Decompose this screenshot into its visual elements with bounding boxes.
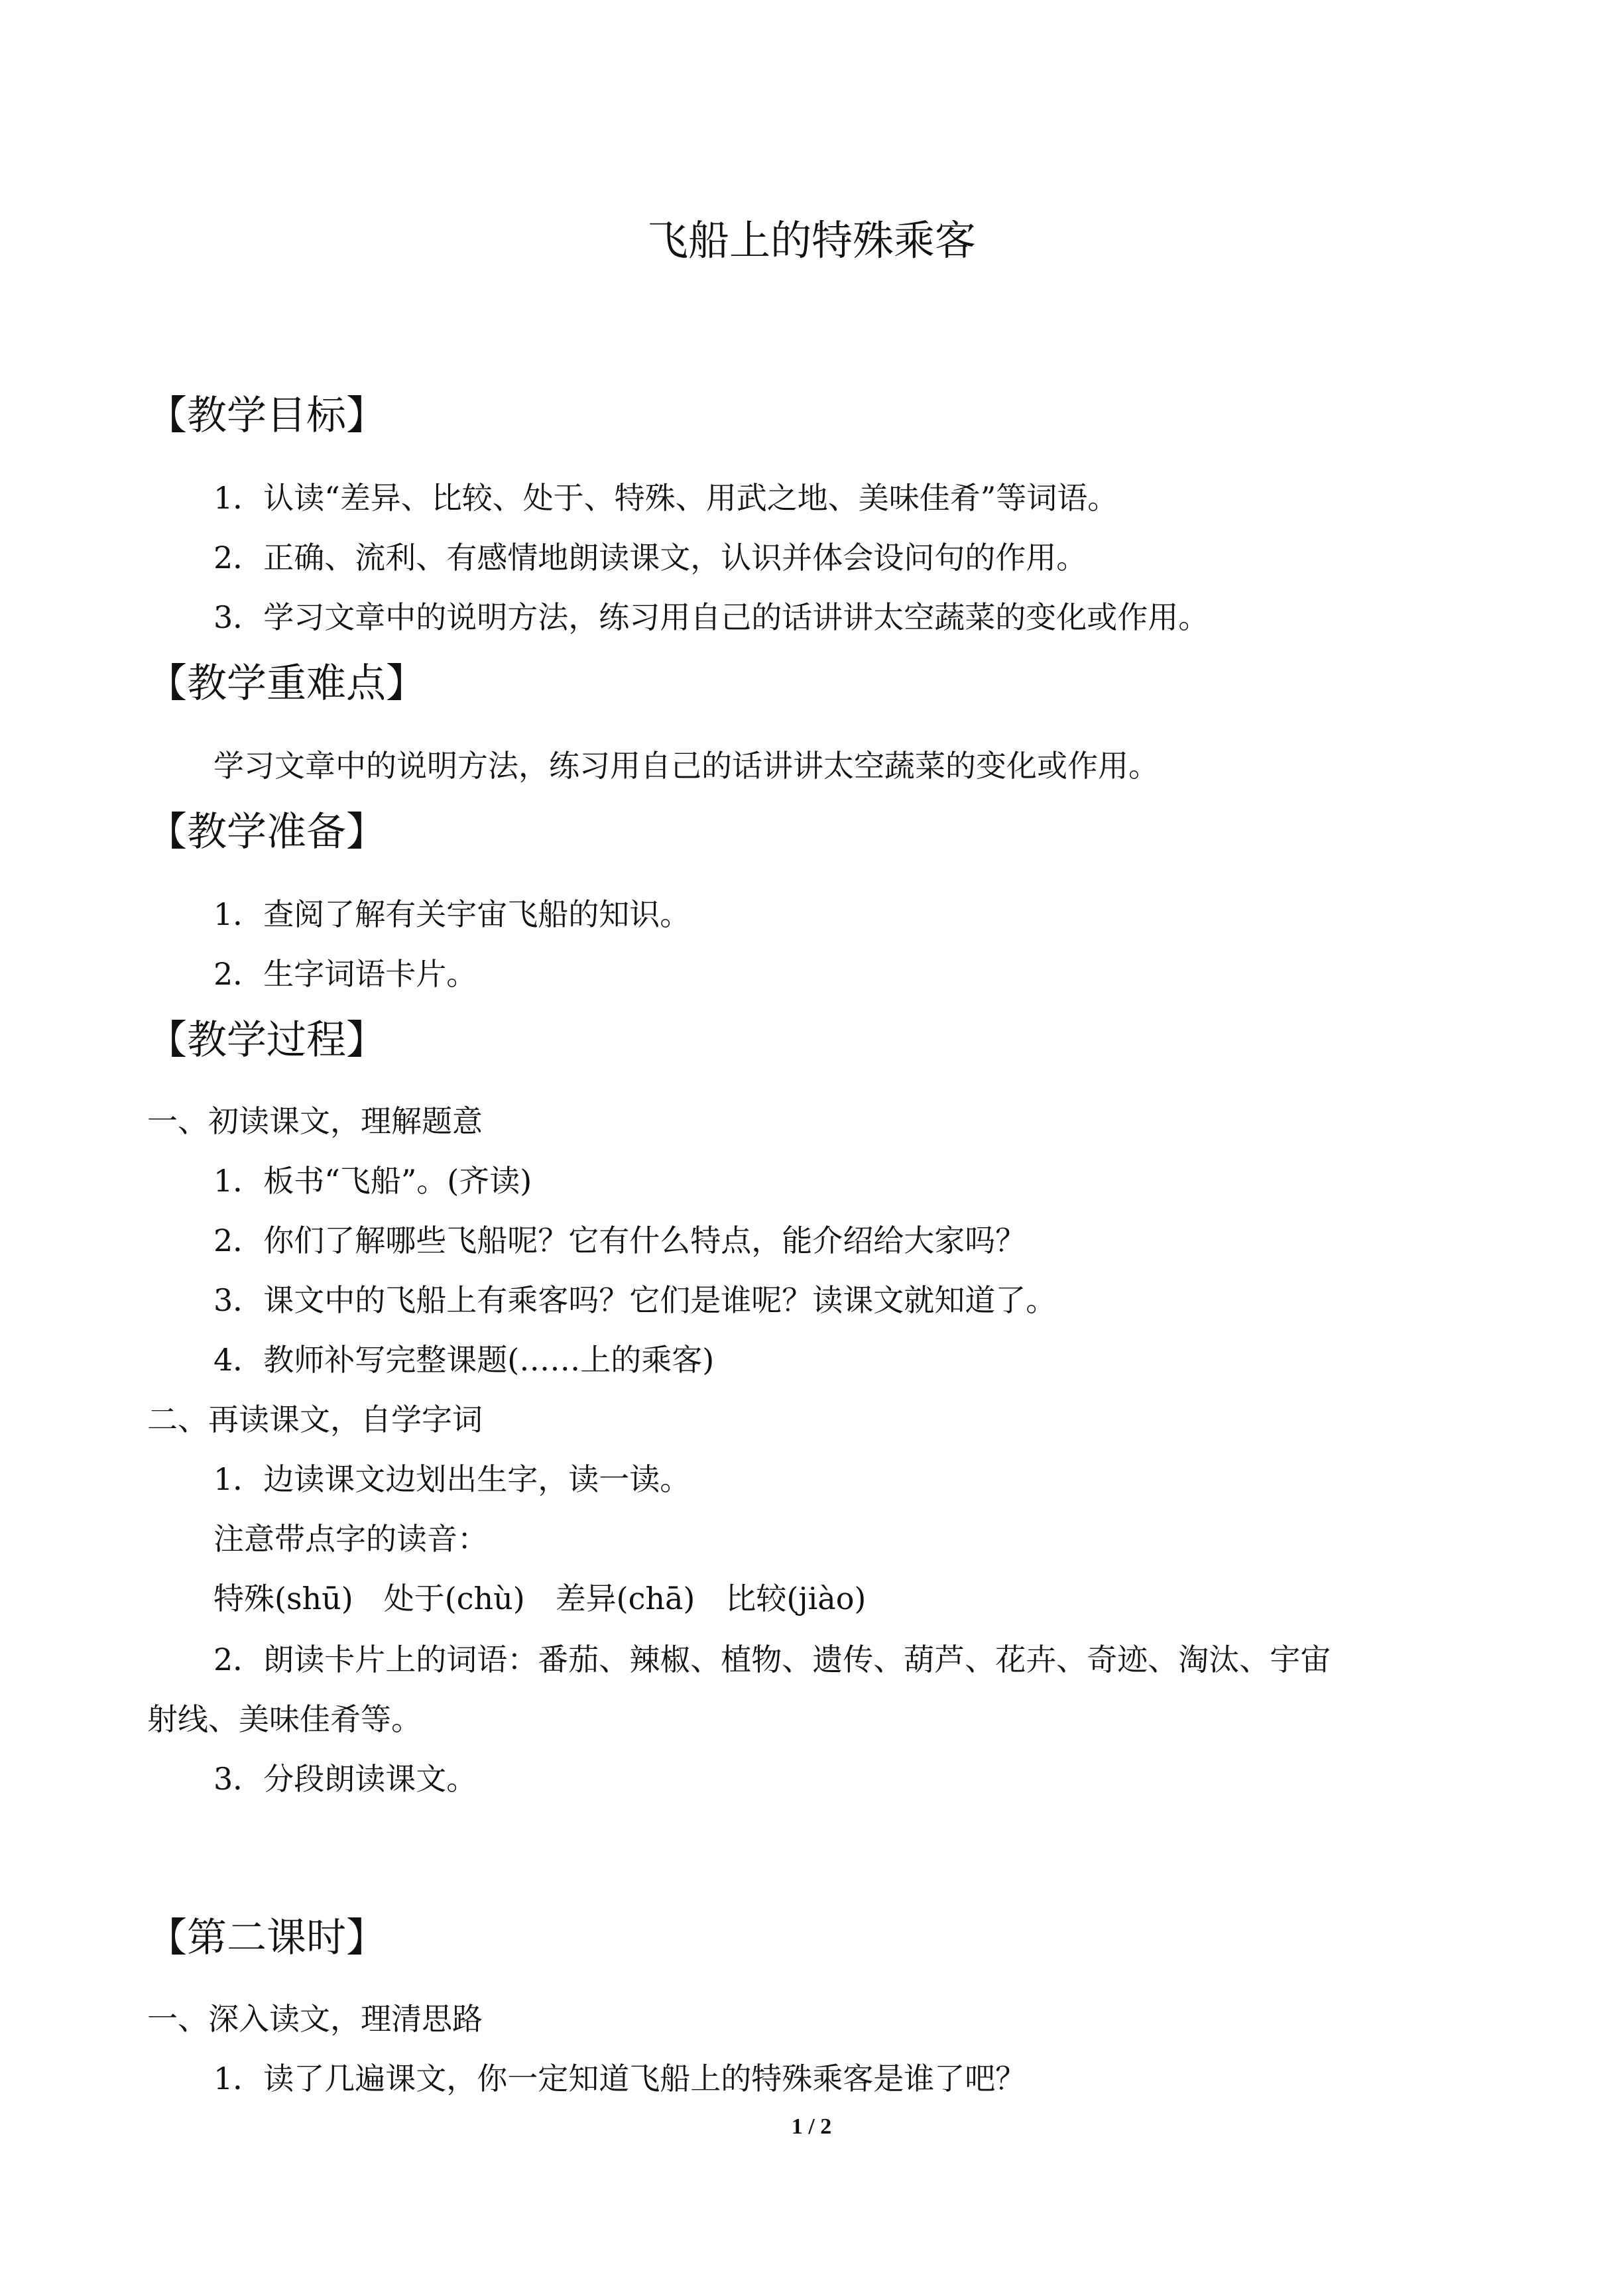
process-part2-item-2-cont: 射线、美味佳肴等。 — [147, 1701, 422, 1737]
process-part1-title: 一、初读课文，理解题意 — [147, 1103, 483, 1139]
process-part2-item-3: 3．分段朗读课文。 — [213, 1761, 477, 1797]
process-part1-item-1: 1．板书“飞船”。(齐读) — [213, 1163, 532, 1199]
process-part2-pinyin-line: 特殊(shū) 处于(chù) 差异(chā) 比较(jiào) — [213, 1581, 867, 1616]
goal-item-1: 1．认读“差异、比较、处于、特殊、用武之地、美味佳肴”等词语。 — [213, 480, 1118, 516]
page-title: 飞船上的特殊乘客 — [646, 216, 976, 265]
process-part2-item-1: 1．边读课文边划出生字，读一读。 — [213, 1461, 691, 1497]
section-heading-preparation: 【教学准备】 — [147, 809, 386, 855]
process-part2-item-2: 2．朗读卡片上的词语：番茄、辣椒、植物、遗传、葫芦、花卉、奇迹、淘汰、宇宙 — [213, 1642, 1331, 1677]
goal-item-2: 2．正确、流利、有感情地朗读课文，认识并体会设问句的作用。 — [213, 540, 1087, 575]
section-heading-goals: 【教学目标】 — [147, 393, 386, 439]
lesson2-part1-item-1: 1．读了几遍课文，你一定知道飞船上的特殊乘客是谁了吧？ — [213, 2061, 1026, 2096]
preparation-item-2: 2．生字词语卡片。 — [213, 956, 477, 992]
key-points-text: 学习文章中的说明方法，练习用自己的话讲讲太空蔬菜的变化或作用。 — [213, 748, 1159, 784]
process-part1-item-4: 4．教师补写完整课题(……上的乘客) — [213, 1342, 715, 1378]
process-part1-item-3: 3．课文中的飞船上有乘客吗？它们是谁呢？读课文就知道了。 — [213, 1282, 1057, 1318]
page-number: 1 / 2 — [791, 2114, 832, 2139]
process-part1-item-2: 2．你们了解哪些飞船呢？它有什么特点，能介绍给大家吗？ — [213, 1223, 1026, 1258]
goal-item-3: 3．学习文章中的说明方法，练习用自己的话讲讲太空蔬菜的变化或作用。 — [213, 599, 1209, 635]
lesson2-part1-title: 一、深入读文，理清思路 — [147, 2001, 483, 2037]
section-heading-key-points: 【教学重难点】 — [147, 660, 426, 707]
section-heading-process: 【教学过程】 — [147, 1017, 386, 1063]
process-part2-note: 注意带点字的读音： — [213, 1521, 488, 1557]
section-heading-lesson2: 【第二课时】 — [147, 1915, 386, 1961]
preparation-item-1: 1．查阅了解有关宇宙飞船的知识。 — [213, 896, 691, 932]
process-part2-title: 二、再读课文，自学字词 — [147, 1402, 483, 1437]
